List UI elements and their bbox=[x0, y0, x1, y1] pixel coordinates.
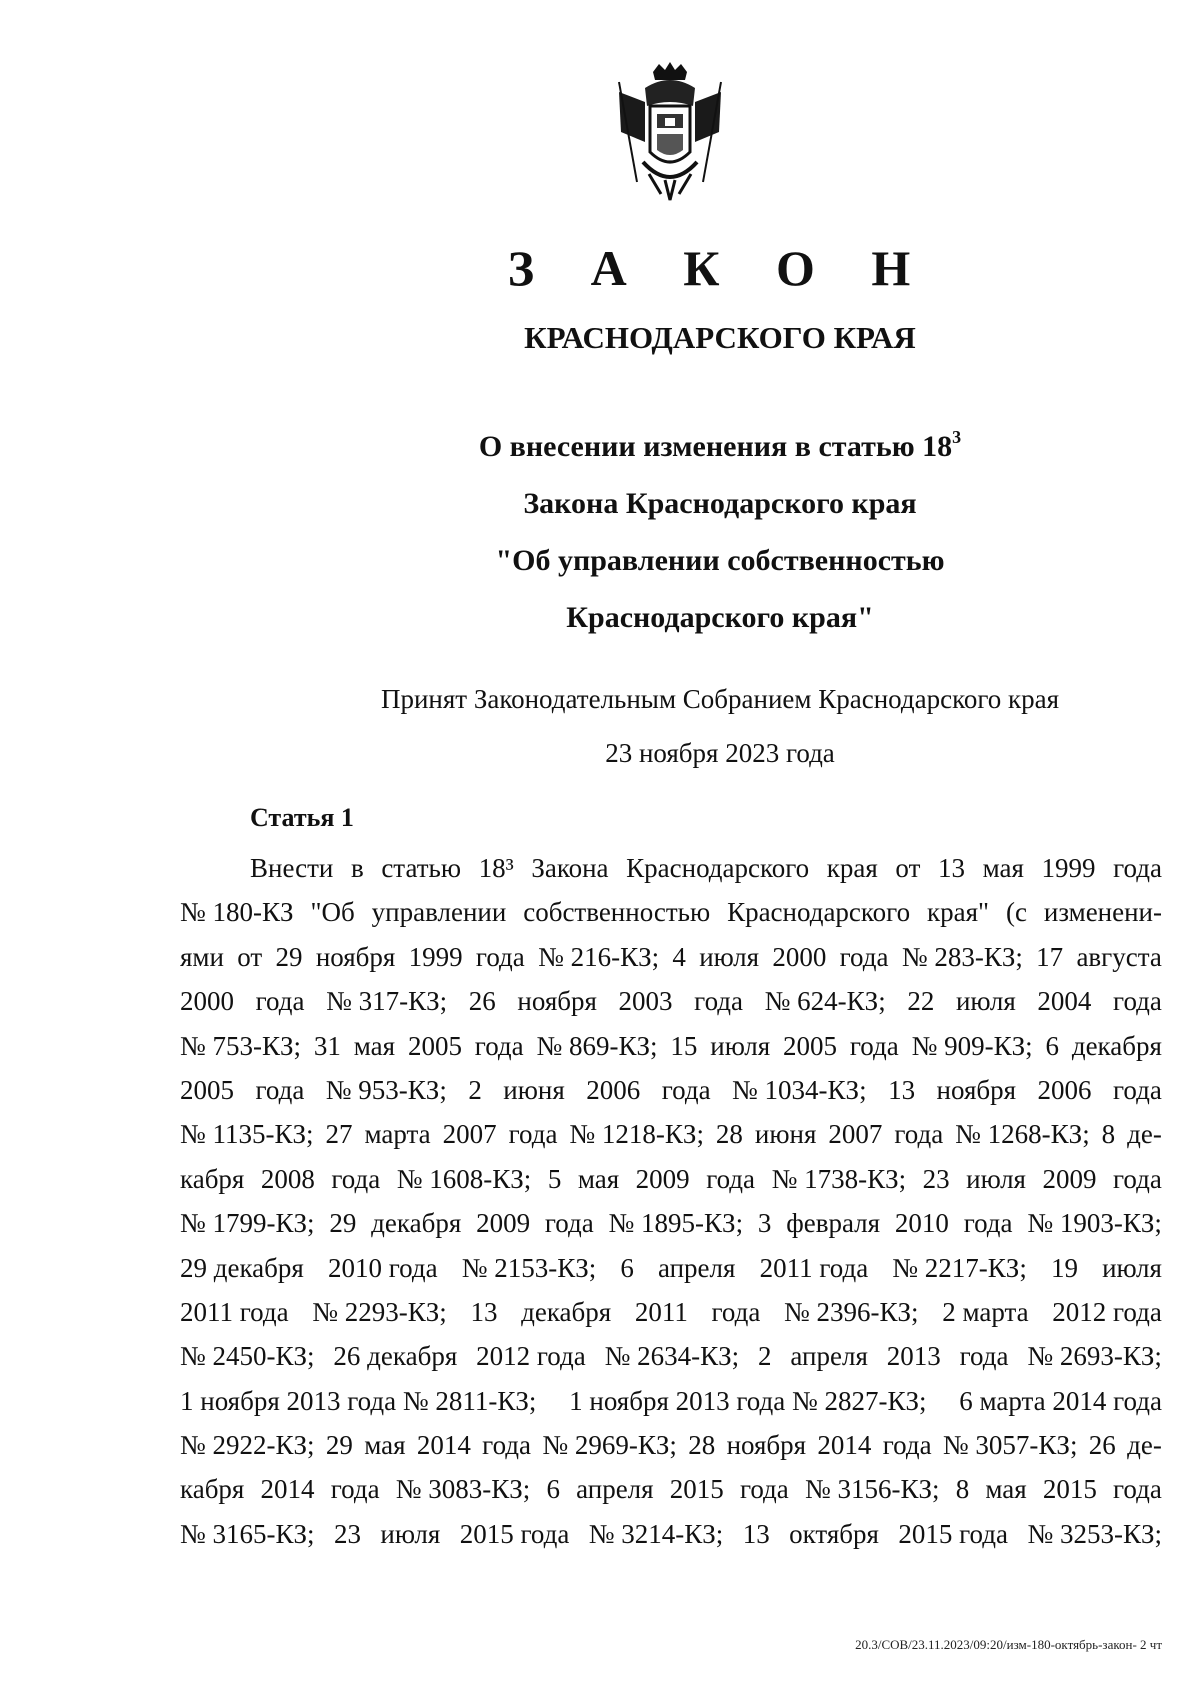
body-word: управлении bbox=[371, 897, 507, 928]
body-word: 31 bbox=[313, 1030, 341, 1061]
body-line bbox=[180, 979, 1162, 1023]
body-word: года bbox=[882, 1430, 932, 1461]
body-word: декабря bbox=[521, 1296, 612, 1327]
body-word: апреля bbox=[657, 1252, 736, 1283]
body-word: 4 bbox=[672, 941, 686, 972]
body-word: № 3214-КЗ; bbox=[588, 1518, 724, 1549]
body-word: № 2293-КЗ; bbox=[312, 1296, 447, 1327]
body-word: № 3057-КЗ; bbox=[942, 1430, 1078, 1461]
body-word: Закона bbox=[531, 853, 609, 883]
body-word: 2009 bbox=[635, 1163, 690, 1194]
body-word: 2010 года bbox=[327, 1252, 438, 1283]
body-word: 2007 bbox=[828, 1119, 883, 1150]
body-line bbox=[180, 1024, 1162, 1068]
body-word: декабря bbox=[371, 1208, 462, 1239]
body-line bbox=[180, 1246, 1162, 1290]
body-word: 29 bbox=[275, 941, 303, 972]
body-word: года bbox=[482, 1430, 532, 1461]
body-word: № 3165-КЗ; bbox=[180, 1518, 315, 1549]
body-word: № 180-КЗ bbox=[180, 897, 294, 928]
body-word: 2009 bbox=[476, 1208, 531, 1239]
body-word: № 753-КЗ; bbox=[180, 1030, 302, 1061]
body-word: № 2634-КЗ; bbox=[604, 1341, 740, 1372]
body-line bbox=[180, 1467, 1162, 1511]
footer-reference-code: 20.3/СОВ/23.11.2023/09:20/изм-180-октябрь-закон- 2 чт bbox=[855, 1637, 1162, 1652]
body-word: июля bbox=[966, 1163, 1026, 1194]
body-word: года bbox=[739, 1474, 789, 1505]
body-word: № 1034-КЗ; bbox=[732, 1074, 867, 1105]
body-word: № 909-КЗ; bbox=[911, 1030, 1033, 1061]
body-word: № 953-КЗ; bbox=[325, 1074, 447, 1105]
body-word: "Об bbox=[310, 897, 355, 928]
body-word: 6 марта 2014 года bbox=[959, 1385, 1162, 1416]
body-word: июля bbox=[1102, 1252, 1162, 1283]
body-line bbox=[180, 1157, 1162, 1201]
body-word: № 2217-КЗ; bbox=[892, 1252, 1027, 1283]
body-word: 2 bbox=[468, 1074, 482, 1105]
body-word: 6 bbox=[620, 1252, 634, 1283]
article-heading: Статья 1 bbox=[250, 803, 354, 832]
body-word: года bbox=[849, 1030, 899, 1061]
body-word: № 3083-КЗ; bbox=[395, 1474, 531, 1505]
body-word: года bbox=[694, 986, 744, 1017]
body-word: 17 bbox=[1036, 941, 1064, 972]
body-word: года bbox=[839, 941, 889, 972]
subject-line-1: О внесении изменения в статью $18^3$ bbox=[478, 427, 962, 463]
body-word: 26 декабря bbox=[333, 1341, 458, 1372]
body-word: июля bbox=[699, 941, 760, 972]
body-word: № 1903-КЗ; bbox=[1027, 1208, 1162, 1239]
body-word: № 2153-КЗ; bbox=[461, 1252, 597, 1283]
body-word: марта bbox=[364, 1119, 431, 1150]
body-word: 1999 bbox=[1041, 853, 1096, 883]
body-word: 3 bbox=[757, 1208, 772, 1239]
body-word: 5 bbox=[547, 1163, 562, 1194]
body-word: 2014 bbox=[416, 1430, 471, 1461]
body-word: 2013 bbox=[886, 1341, 941, 1372]
body-word: ноября bbox=[936, 1074, 1017, 1105]
body-word: года bbox=[508, 1119, 558, 1150]
adoption-note bbox=[0, 672, 1200, 780]
body-word: 2 марта bbox=[942, 1296, 1029, 1327]
body-word: года bbox=[474, 1030, 524, 1061]
body-word: № 2693-КЗ; bbox=[1027, 1341, 1162, 1372]
body-word: ями bbox=[180, 941, 224, 972]
body-word: 2015 bbox=[669, 1474, 724, 1505]
body-line bbox=[180, 935, 1162, 979]
adopted-by: Принят Законодательным Собранием Краснодарского края bbox=[380, 684, 1060, 714]
body-word: мая bbox=[353, 1030, 396, 1061]
body-word: № 1895-КЗ; bbox=[608, 1208, 744, 1239]
body-word: 27 bbox=[325, 1119, 353, 1150]
body-word: 2010 bbox=[894, 1208, 949, 1239]
body-word: 2014 bbox=[817, 1430, 872, 1461]
body-word: года bbox=[1113, 1163, 1162, 1194]
body-line bbox=[180, 1334, 1162, 1378]
body-word: декабря bbox=[1071, 1030, 1162, 1061]
body-word: года bbox=[255, 986, 305, 1017]
body-word: 2000 bbox=[772, 941, 827, 972]
body-word: года bbox=[706, 1163, 756, 1194]
body-word: 13 bbox=[937, 853, 965, 883]
body-word: кабря bbox=[180, 1474, 245, 1505]
body-word: от bbox=[895, 853, 921, 883]
body-word: № 1738-КЗ; bbox=[771, 1163, 907, 1194]
body-word: № 1608-КЗ; bbox=[396, 1163, 532, 1194]
body-word: августа bbox=[1076, 941, 1162, 972]
body-word: ноября bbox=[726, 1430, 807, 1461]
body-word: 2007 bbox=[442, 1119, 497, 1150]
body-line bbox=[180, 846, 1162, 890]
body-word: 8 bbox=[955, 1474, 970, 1505]
body-word: 2003 bbox=[618, 986, 673, 1017]
adopted-date: 23 ноября 2023 года bbox=[605, 738, 835, 768]
body-word: № 1268-КЗ; bbox=[955, 1119, 1090, 1150]
body-word: 2011 bbox=[634, 1296, 688, 1327]
body-word: 15 bbox=[670, 1030, 698, 1061]
body-word: 2011 года bbox=[759, 1252, 869, 1283]
body-word: октября bbox=[789, 1518, 879, 1549]
body-word: № 624-КЗ; bbox=[764, 986, 886, 1017]
body-word: № 2450-КЗ; bbox=[180, 1341, 315, 1372]
body-word: 2006 bbox=[586, 1074, 641, 1105]
document-title: З А К О Н bbox=[507, 240, 933, 296]
body-word: 2015 года bbox=[898, 1518, 1008, 1549]
body-word: июля bbox=[380, 1518, 441, 1549]
body-word: кабря bbox=[180, 1163, 245, 1194]
body-word: года bbox=[894, 1119, 944, 1150]
body-word: 1999 bbox=[408, 941, 463, 972]
subject-line-4: Краснодарского края" bbox=[566, 601, 874, 634]
body-word: февраля bbox=[786, 1208, 881, 1239]
body-word: де- bbox=[1127, 1430, 1162, 1461]
body-line bbox=[180, 1112, 1162, 1156]
body-word: июля bbox=[710, 1030, 771, 1061]
body-word: мая bbox=[982, 853, 1024, 883]
body-word: Внести bbox=[250, 853, 334, 883]
body-line bbox=[180, 1379, 1162, 1423]
body-word: 13 bbox=[742, 1518, 770, 1549]
body-word: 2006 bbox=[1037, 1074, 1092, 1105]
body-word: 2009 bbox=[1042, 1163, 1097, 1194]
body-word: года bbox=[963, 1208, 1013, 1239]
body-word: 2005 bbox=[180, 1074, 234, 1105]
body-word: № 2922-КЗ; bbox=[180, 1430, 315, 1461]
body-word: апреля bbox=[576, 1474, 654, 1505]
coat-of-arms-icon bbox=[615, 62, 725, 202]
body-word: 26 bbox=[1088, 1430, 1116, 1461]
body-word: 18³ bbox=[478, 853, 514, 883]
body-word: 19 bbox=[1050, 1252, 1078, 1283]
body-word: № 283-КЗ; bbox=[901, 941, 1023, 972]
body-word: от bbox=[237, 941, 263, 972]
body-word: 2005 bbox=[407, 1030, 462, 1061]
body-word: № 1218-КЗ; bbox=[569, 1119, 704, 1150]
body-word: 23 bbox=[922, 1163, 950, 1194]
body-word: № 317-КЗ; bbox=[326, 986, 448, 1017]
body-word: 2005 bbox=[782, 1030, 837, 1061]
body-word: 29 bbox=[325, 1430, 353, 1461]
body-word: 23 bbox=[333, 1518, 361, 1549]
body-word: 2014 bbox=[260, 1474, 315, 1505]
body-word: 29 bbox=[329, 1208, 357, 1239]
body-word: статью bbox=[381, 853, 462, 883]
body-word: года bbox=[1113, 853, 1162, 883]
body-word: года bbox=[959, 1341, 1009, 1372]
body-word: в bbox=[350, 853, 364, 883]
body-word: года bbox=[331, 1163, 381, 1194]
body-word: 8 bbox=[1101, 1119, 1116, 1150]
body-word: 1 ноября 2013 года № 2811-КЗ; bbox=[180, 1385, 537, 1416]
body-word: 2008 bbox=[260, 1163, 315, 1194]
body-word: 2012 года bbox=[1052, 1296, 1162, 1327]
body-word: года bbox=[544, 1208, 594, 1239]
body-word: Краснодарского bbox=[626, 853, 810, 883]
body-word: края bbox=[826, 853, 878, 883]
subject-line-2: Закона Краснодарского края bbox=[523, 487, 917, 520]
body-word: года bbox=[661, 1074, 711, 1105]
body-word: года bbox=[475, 941, 525, 972]
body-word: края" bbox=[927, 897, 990, 928]
body-word: ноября bbox=[517, 986, 597, 1017]
body-word: 6 bbox=[546, 1474, 560, 1505]
body-word: 28 bbox=[688, 1430, 716, 1461]
document-region: КРАСНОДАРСКОГО КРАЯ bbox=[524, 320, 916, 355]
body-word: изменени- bbox=[1043, 897, 1162, 928]
body-word: 13 bbox=[888, 1074, 916, 1105]
body-word: июня bbox=[503, 1074, 565, 1105]
body-word: № 216-КЗ; bbox=[538, 941, 660, 972]
body-word: 22 bbox=[907, 986, 935, 1017]
body-word: апреля bbox=[790, 1341, 868, 1372]
body-line bbox=[180, 1201, 1162, 1245]
body-word: июня bbox=[754, 1119, 817, 1150]
body-word: 2015 года bbox=[459, 1518, 570, 1549]
body-word: собственностью bbox=[523, 897, 711, 928]
body-word: года bbox=[1113, 986, 1162, 1017]
body-word: 13 bbox=[470, 1296, 498, 1327]
body-word: 2 bbox=[758, 1341, 772, 1372]
body-word: № 2969-КЗ; bbox=[542, 1430, 677, 1461]
body-word: № 869-КЗ; bbox=[536, 1030, 658, 1061]
body-word: № 1799-КЗ; bbox=[180, 1208, 315, 1239]
body-word: года bbox=[711, 1296, 761, 1327]
body-word: года bbox=[1112, 1074, 1162, 1105]
body-word: 26 bbox=[468, 986, 496, 1017]
body-word: года bbox=[330, 1474, 380, 1505]
body-word: 1 ноября 2013 года № 2827-КЗ; bbox=[569, 1385, 927, 1416]
body-word: № 3156-КЗ; bbox=[804, 1474, 940, 1505]
body-line bbox=[180, 1423, 1162, 1467]
body-word: мая bbox=[577, 1163, 620, 1194]
body-word: де- bbox=[1127, 1119, 1162, 1150]
body-word: 2004 bbox=[1037, 986, 1092, 1017]
subject-superscript: 3 bbox=[952, 427, 962, 448]
body-word: 2000 bbox=[180, 986, 234, 1017]
body-word: Краснодарского bbox=[727, 897, 911, 928]
body-word: № 3253-КЗ; bbox=[1027, 1518, 1162, 1549]
body-word: июля bbox=[955, 986, 1016, 1017]
body-word: 29 декабря bbox=[180, 1252, 304, 1283]
body-word: 6 bbox=[1045, 1030, 1059, 1061]
body-word: года bbox=[255, 1074, 305, 1105]
body-line bbox=[180, 1290, 1162, 1334]
body-word: 2012 года bbox=[476, 1341, 586, 1372]
body-word: № 2396-КЗ; bbox=[784, 1296, 919, 1327]
body-line bbox=[180, 890, 1162, 934]
body-line bbox=[180, 1068, 1162, 1112]
body-line bbox=[180, 1512, 1162, 1556]
body-word: № 1135-КЗ; bbox=[180, 1119, 314, 1150]
body-word: 2011 года bbox=[180, 1296, 289, 1327]
subject-line-3: "Об управлении собственностью bbox=[495, 544, 945, 577]
body-word: 2015 bbox=[1042, 1474, 1097, 1505]
body-word: года bbox=[1113, 1474, 1162, 1505]
body-word: ноября bbox=[315, 941, 396, 972]
body-word: мая bbox=[364, 1430, 406, 1461]
body-word: мая bbox=[985, 1474, 1027, 1505]
article-body bbox=[180, 846, 1162, 1556]
body-word: 28 bbox=[715, 1119, 743, 1150]
body-word: (с bbox=[1005, 897, 1027, 928]
document-subject bbox=[0, 418, 1200, 646]
